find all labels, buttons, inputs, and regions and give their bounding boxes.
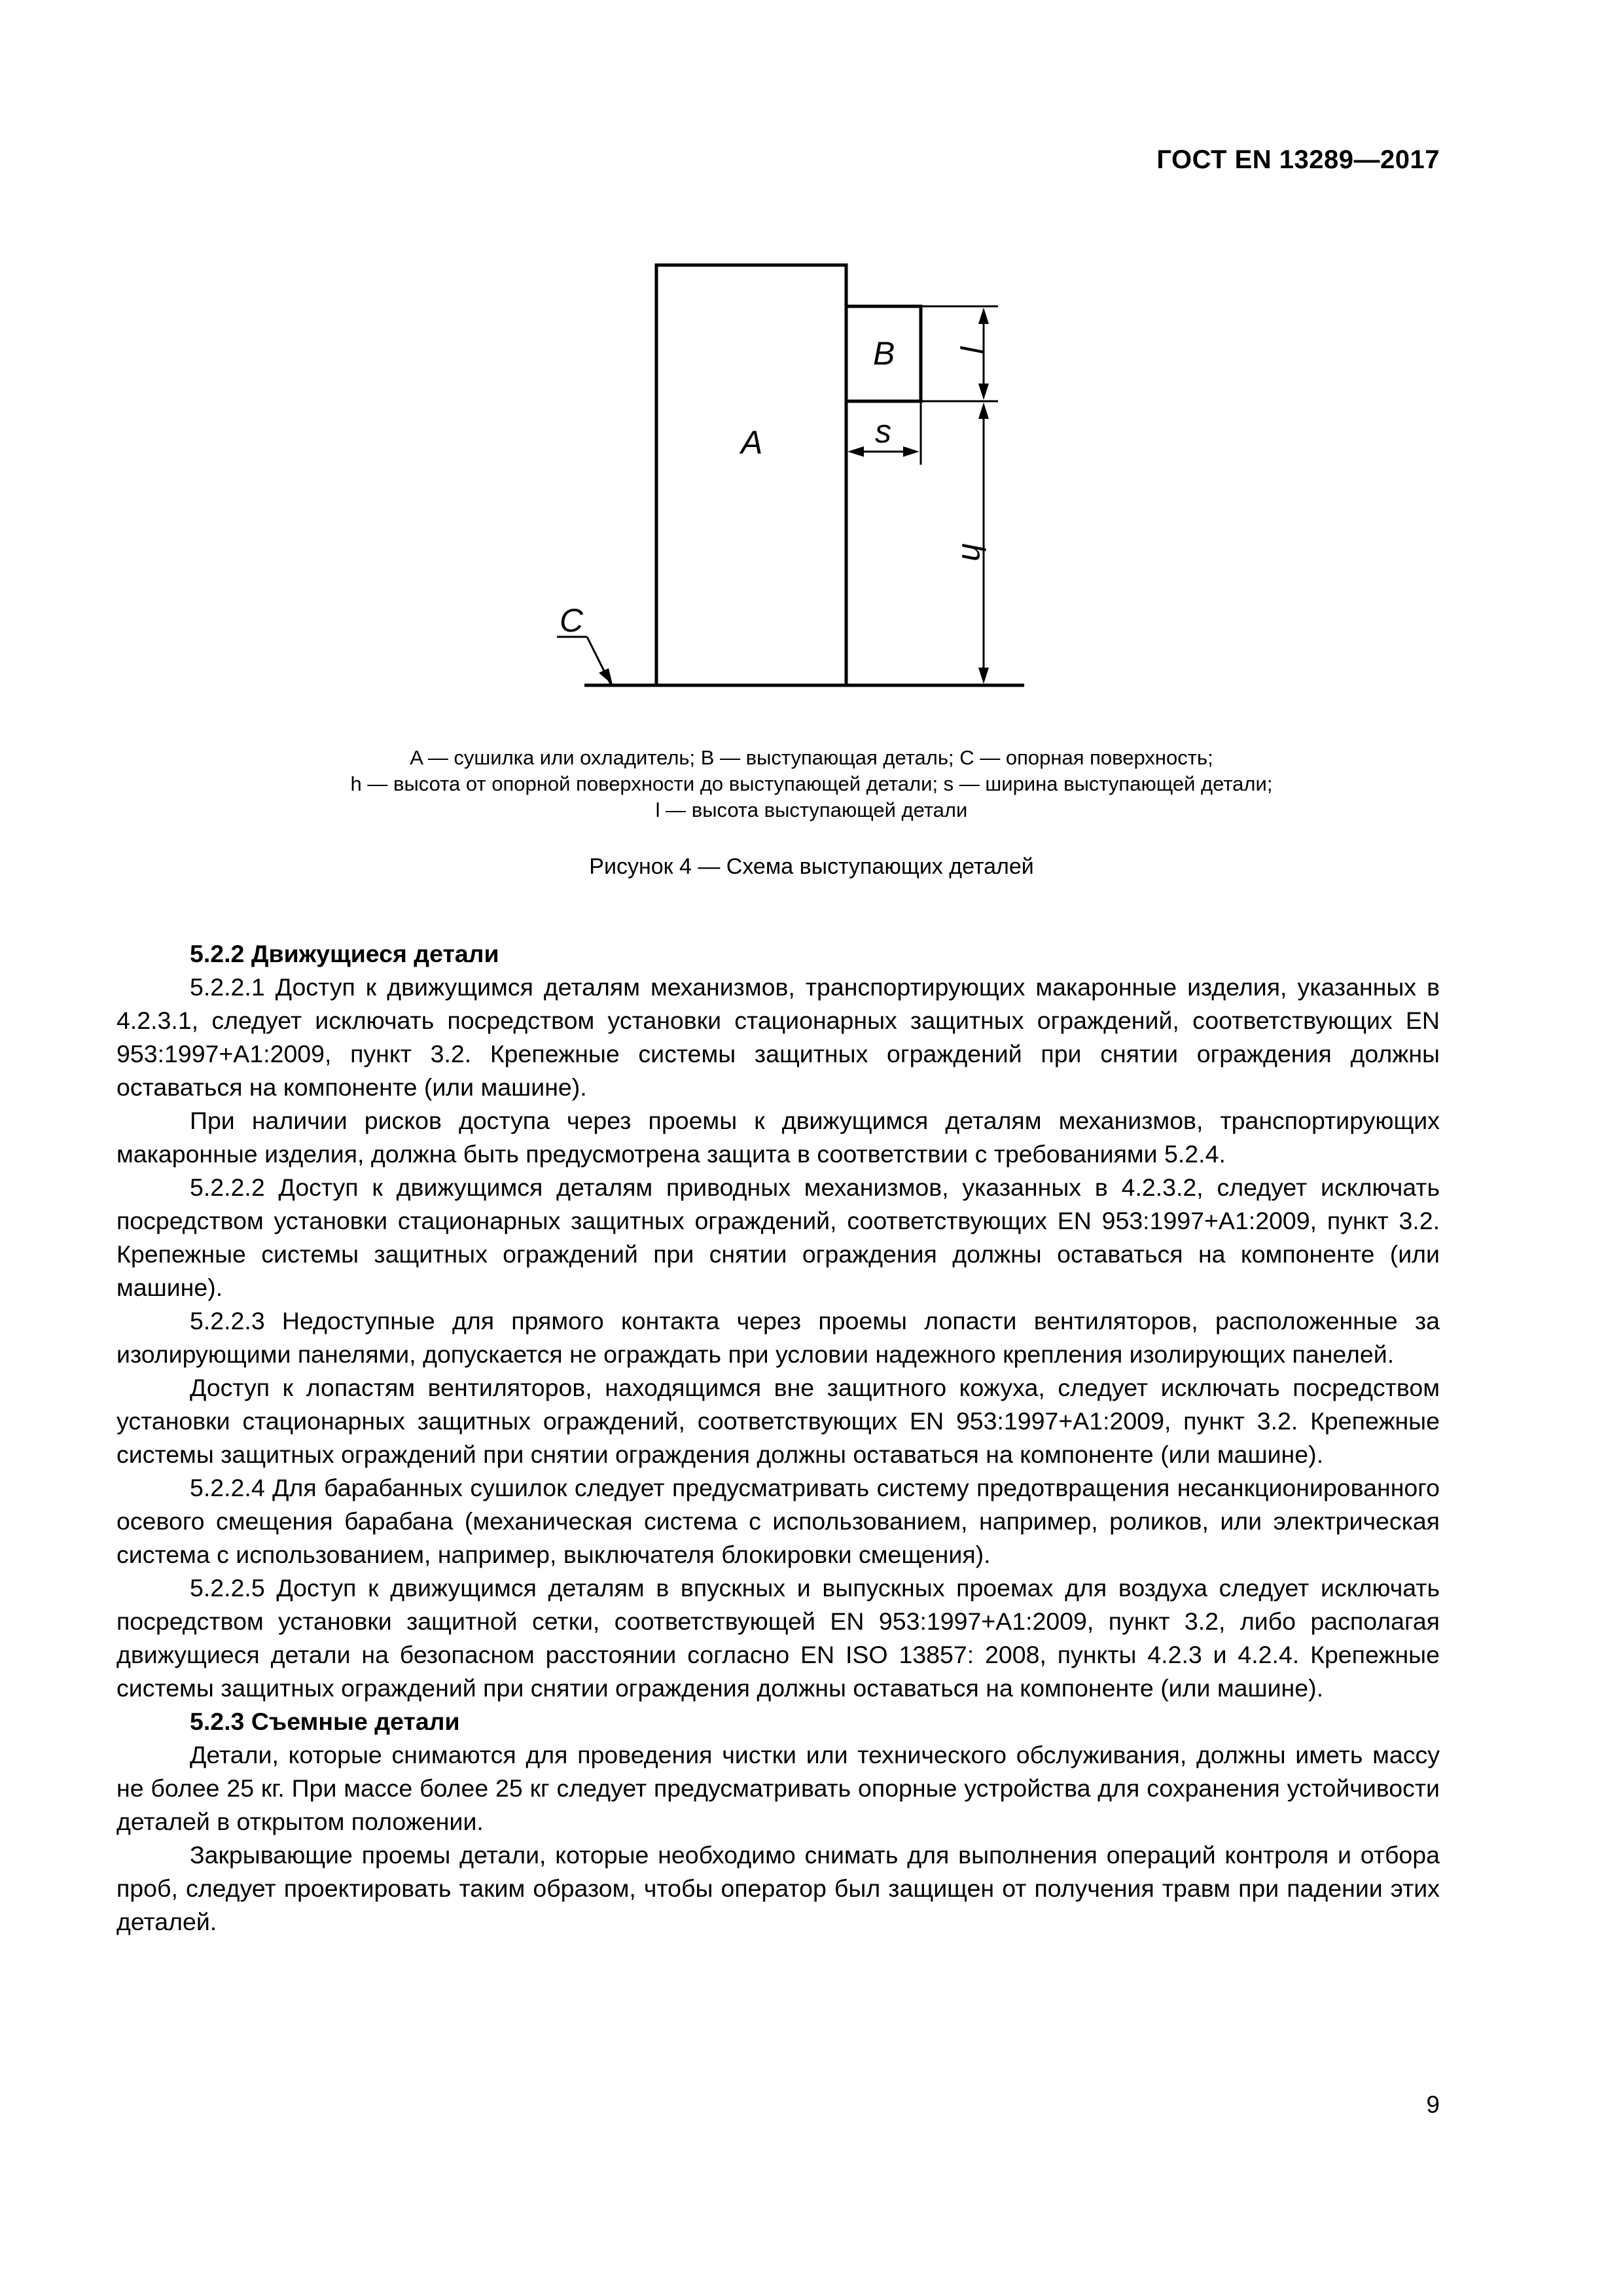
label-h: h: [955, 543, 991, 562]
section-5-2-2-heading: 5.2.2 Движущиеся детали: [190, 940, 499, 967]
h-arrow-bottom: [978, 668, 989, 684]
legend-line-1: A — сушилка или охладитель; B — выступающая деталь; C — опорная поверхность;: [410, 746, 1213, 769]
paragraph-5-2-2-4: 5.2.2.4 Для барабанных сушилок следует предусматривать систему предотвращения несанкционированного осевого смещения барабана (механическая система с использованием, например, роликов, или электрическая система с использованием, например, выключателя блокировки смещения).: [116, 1474, 1440, 1568]
paragraph-fan-access: Доступ к лопастям вентиляторов, находящимся вне защитного кожуха, следует исключать посредством установки стационарных защитных ограждений, соответствующих EN 953:1997+A1:2009, пункт 3.2. Крепежные системы защитных ограждений при снятии ограждения должны оставаться на компоненте (или машине).: [116, 1374, 1440, 1468]
paragraph-closing-parts: Закрывающие проемы детали, которые необходимо снимать для выполнения операций контроля и отбора проб, следует проектировать таким образом, чтобы оператор был защищен от получения травм при падении этих деталей.: [116, 1841, 1440, 1935]
l-arrow-bottom: [978, 384, 989, 400]
s-arrow-left: [847, 446, 864, 457]
figure-4-diagram: [0, 0, 1623, 720]
paragraph-5-2-2-5: 5.2.2.5 Доступ к движущимся деталям в впускных и выпускных проемах для воздуха следует исключать посредством установки защитной сетки, соответствующей EN 953:1997+A1:2009, пункт 3.2, либо располагая движущиеся детали на безопасном расстоянии согласно EN ISO 13857: 2008, пункты 4.2.3 и 4.2.4. Крепежные системы защитных ограждений при снятии ограждения должны оставаться на компоненте (или машине).: [116, 1574, 1440, 1702]
figure-caption: Рисунок 4 — Схема выступающих деталей: [589, 854, 1034, 879]
figure-legend: [157, 745, 1466, 823]
paragraph-5-2-2-3: 5.2.2.3 Недоступные для прямого контакта через проемы лопасти вентиляторов, расположенные за изолирующими панелями, допускается не ограждать при условии надежного крепления изолирующих панелей.: [116, 1307, 1440, 1368]
label-s: s: [875, 413, 891, 450]
label-l: l: [953, 346, 990, 353]
legend-line-3: l — высота выступающей детали: [655, 798, 968, 821]
dryer-body-a: [656, 265, 846, 685]
paragraph-openings-risk: При наличии рисков доступа через проемы к движущимся деталям механизмов, транспортирующих макаронные изделия, должна быть предусмотрена защита в соответствии с требованиями 5.2.4.: [116, 1107, 1440, 1168]
document-body: [116, 937, 1440, 1939]
h-arrow-top: [978, 403, 989, 419]
l-arrow-top: [978, 308, 989, 324]
legend-line-2: h — высота от опорной поверхности до выступающей детали; s — ширина выступающей детали;: [350, 772, 1273, 795]
document-header: ГОСТ EN 13289—2017: [1156, 145, 1440, 174]
label-b: B: [873, 335, 895, 372]
page-number: 9: [1426, 2091, 1440, 2118]
s-arrow-right: [903, 446, 919, 457]
paragraph-5-2-2-2: 5.2.2.2 Доступ к движущимся деталям приводных механизмов, указанных в 4.2.3.2, следует исключать посредством установки стационарных защитных ограждений, соответствующих EN 953:1997+A1:2009, пункт 3.2. Крепежные системы защитных ограждений при снятии ограждения должны оставаться на компоненте (или машине).: [116, 1174, 1440, 1301]
paragraph-5-2-2-1: 5.2.2.1 Доступ к движущимся деталям механизмов, транспортирующих макаронные изделия, указанных в 4.2.3.1, следует исключать посредством установки стационарных защитных ограждений, соответствующих EN 953:1997+A1:2009, пункт 3.2. Крепежные системы защитных ограждений при снятии ограждения должны оставаться на компоненте (или машине).: [116, 973, 1440, 1101]
section-5-2-3-heading: 5.2.3 Съемные детали: [190, 1708, 460, 1735]
label-a: A: [741, 424, 763, 461]
protruding-parts-schematic: [0, 0, 1623, 720]
c-leader-arrow: [599, 668, 613, 685]
label-c: C: [560, 602, 584, 639]
paragraph-removable-mass: Детали, которые снимаются для проведения чистки или технического обслуживания, должны иметь массу не более 25 кг. При массе более 25 кг следует предусматривать опорные устройства для сохранения устойчивости деталей в открытом положении.: [116, 1741, 1440, 1835]
